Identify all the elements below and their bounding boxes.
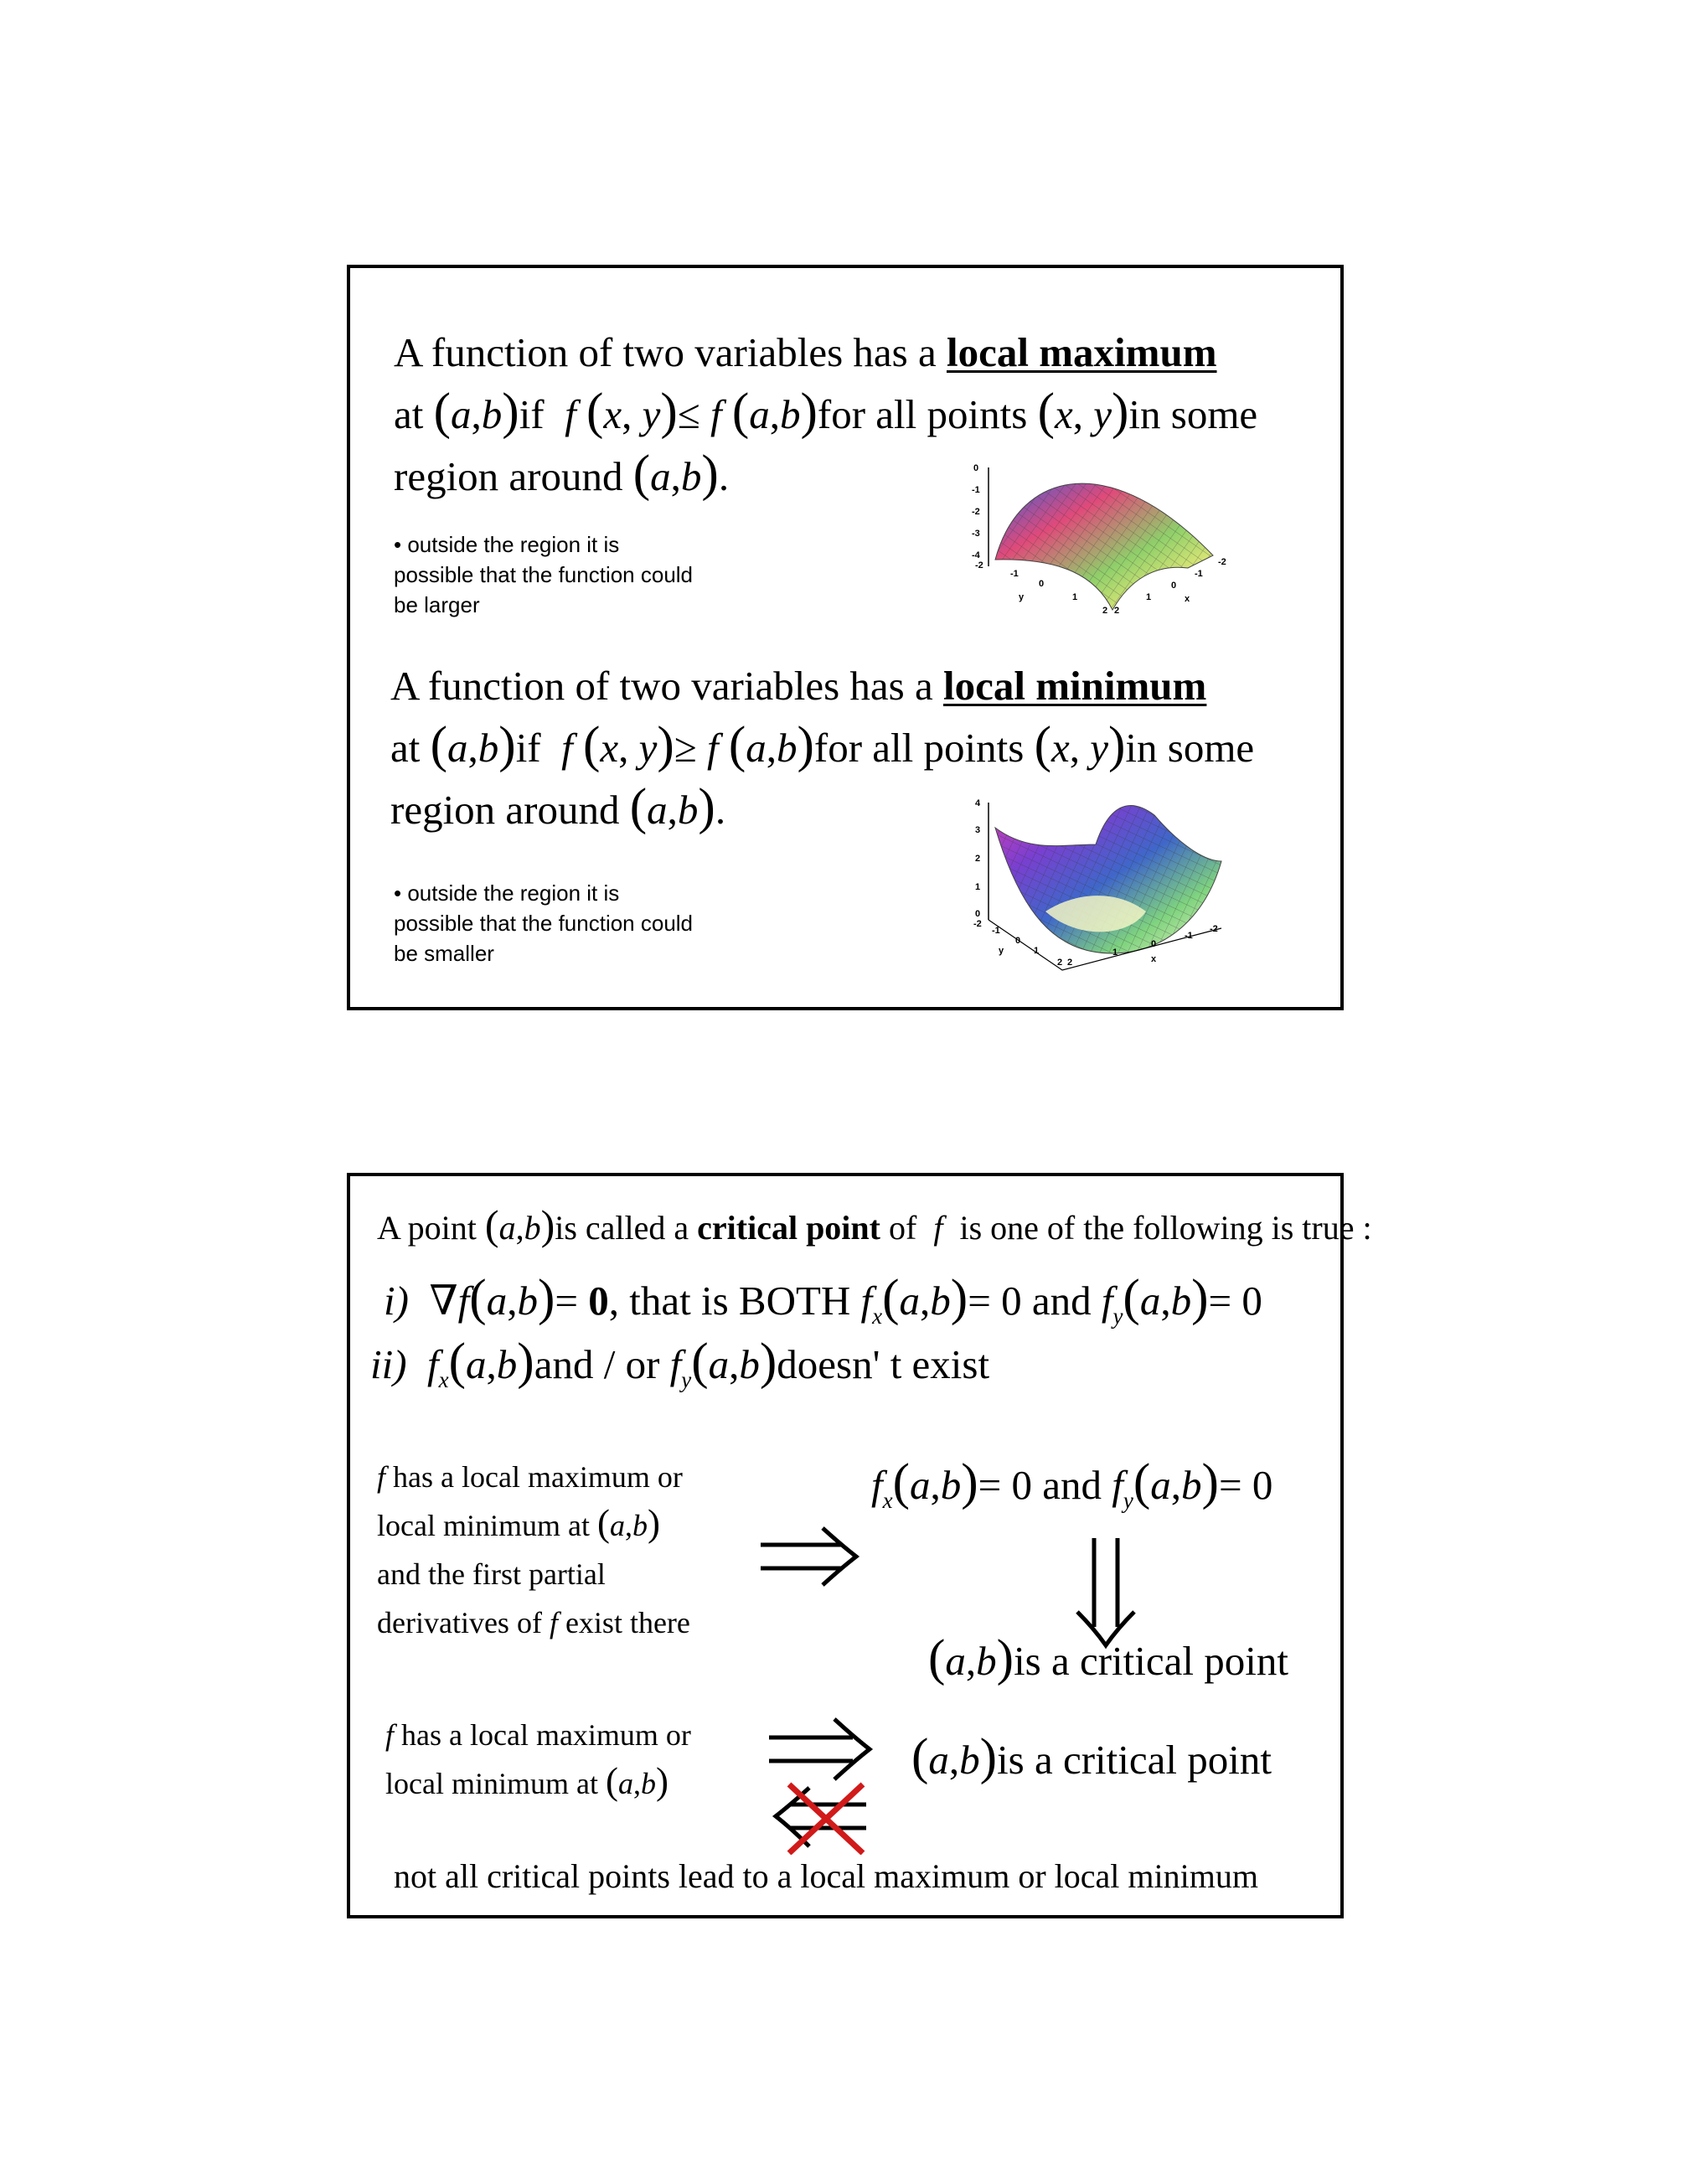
max-note <box>394 529 693 620</box>
impl1-result-text: is a critical point <box>1014 1638 1288 1684</box>
svg-text:4: 4 <box>975 798 981 808</box>
impl1-left-line: and the first partial <box>377 1557 606 1591</box>
impl1-left-line: has a local maximum or <box>393 1460 683 1494</box>
svg-text:1: 1 <box>1072 592 1078 602</box>
implication1-result: (a,b)is a critical point <box>928 1629 1288 1686</box>
condition-i-text: , that is BOTH <box>608 1278 851 1324</box>
def-suffix: is one of the following is true : <box>959 1209 1372 1247</box>
condition-i-eq2: = 0 <box>1208 1278 1262 1324</box>
svg-text:1: 1 <box>1112 947 1118 958</box>
max-note-line: be larger <box>394 592 480 617</box>
min-definition-line1 <box>390 662 1206 710</box>
svg-text:0: 0 <box>975 909 981 919</box>
condition-ii-label: ii) <box>370 1341 407 1387</box>
svg-text:0: 0 <box>1171 581 1177 591</box>
critical-point-definition: A point (a,b)is called a critical point of f is one of the following is true : <box>377 1201 1372 1248</box>
max-note-line: possible that the function could <box>394 562 694 587</box>
red-cross-icon <box>789 1784 863 1853</box>
svg-text:0: 0 <box>1039 579 1045 589</box>
svg-text:-1: -1 <box>992 926 1000 936</box>
svg-text:1: 1 <box>1146 592 1152 602</box>
max-at: at <box>394 391 424 437</box>
impl1-right-eq: = 0 and <box>978 1462 1102 1508</box>
min-intro: A function of two variables has a <box>390 663 933 709</box>
svg-text:1: 1 <box>1034 946 1040 956</box>
svg-text:2: 2 <box>1057 958 1063 968</box>
implies-down-arrow <box>1072 1535 1139 1652</box>
footer-note: not all critical points lead to a local maximum or local minimum <box>394 1857 1258 1895</box>
svg-text:2: 2 <box>1114 606 1120 616</box>
svg-text:-1: -1 <box>1010 569 1019 579</box>
zero-vector: 0 <box>588 1278 609 1324</box>
condition-i: i) ∇f(a,b)= 0, that is BOTH $f_x(a,b)= 0$ and $f_y(a,b)= 0$ <box>384 1269 1262 1329</box>
svg-text:1: 1 <box>975 882 981 892</box>
implies-right-arrow-2 <box>769 1719 870 1779</box>
impl1-left-line: exist there <box>565 1606 690 1639</box>
svg-text:2: 2 <box>1102 606 1108 616</box>
max-for-all: for all points <box>817 391 1028 437</box>
z-tick-labels <box>975 798 981 919</box>
implies-right-arrow <box>757 1523 866 1590</box>
min-note-line: be smaller <box>394 941 494 966</box>
svg-text:y: y <box>1019 592 1025 602</box>
max-definition-line1 <box>394 328 1217 376</box>
min-definition-line2: at (a,b)if f (x, y)≥ f (a,b)for all points (x, y)in some <box>390 716 1255 773</box>
max-in-some: in some <box>1128 391 1258 437</box>
svg-text:0: 0 <box>973 463 979 473</box>
svg-text:y: y <box>999 946 1004 956</box>
not-equivalent-arrows <box>766 1712 883 1855</box>
max-if: if <box>519 391 545 437</box>
max-definition-line2: at (a,b)if f (x, y)≤ f (a,b)for all points (x, y)in some <box>394 383 1258 440</box>
svg-text:0: 0 <box>1151 939 1157 949</box>
min-note-line: possible that the function could <box>394 911 694 936</box>
svg-text:x: x <box>1151 954 1157 964</box>
impl2-left-line: local minimum at <box>385 1767 598 1800</box>
local-maximum-surface-plot <box>970 459 1238 635</box>
z-tick-labels <box>972 463 981 560</box>
svg-text:-2: -2 <box>972 507 980 517</box>
svg-text:-1: -1 <box>1185 931 1193 941</box>
min-at: at <box>390 725 421 771</box>
min-note <box>394 878 693 968</box>
condition-i-and: and <box>1031 1278 1092 1324</box>
local-minimum-surface-plot <box>970 794 1238 987</box>
min-definition-line3: region around (a,b). <box>390 778 726 835</box>
slide-critical-points <box>347 1173 1372 1918</box>
max-intro: A function of two variables has a <box>394 329 937 375</box>
def-prefix: A point <box>377 1209 477 1247</box>
max-definition-line3: region around (a,b). <box>394 445 730 502</box>
impl1-right-eq2: = 0 <box>1218 1462 1273 1508</box>
impl2-result-text: is a critical point <box>997 1737 1272 1783</box>
implication1-right: $f_x(a,b)= 0$ and $f_y(a,b)= 0$ <box>871 1453 1273 1513</box>
svg-text:-4: -4 <box>972 550 980 560</box>
min-region: region around <box>390 787 620 833</box>
implication1-left: f has a local maximum or local minimum at (a,b) and the first partial derivatives of f exist there <box>377 1460 690 1639</box>
min-relation: ≥ <box>674 725 697 771</box>
local-maximum-term: local maximum <box>946 329 1217 375</box>
svg-text:-2: -2 <box>1218 557 1226 567</box>
svg-text:-1: -1 <box>972 485 980 495</box>
min-in-some: in some <box>1125 725 1255 771</box>
implication2-left: f has a local maximum or local minimum at (a,b) <box>385 1718 691 1802</box>
svg-text:-2: -2 <box>975 560 983 571</box>
condition-i-eq: = 0 <box>968 1278 1022 1324</box>
max-region: region around <box>394 453 623 499</box>
condition-i-label: i) <box>384 1278 409 1324</box>
svg-text:0: 0 <box>1015 936 1021 946</box>
svg-text:-3: -3 <box>972 529 980 539</box>
impl1-left-line: derivatives of <box>377 1606 542 1639</box>
slide-local-extrema <box>347 265 1344 1010</box>
max-relation: ≤ <box>677 391 700 437</box>
impl1-left-line: local minimum at <box>377 1509 590 1542</box>
min-note-line: • outside the region it is <box>394 880 620 906</box>
local-minimum-term: local minimum <box>942 663 1207 709</box>
svg-text:-1: -1 <box>1195 569 1203 579</box>
svg-text:2: 2 <box>975 854 981 864</box>
impl2-left-line: has a local maximum or <box>401 1718 691 1752</box>
condition-ii-doesnt-exist: doesn' t exist <box>777 1341 990 1387</box>
implication2-result: (a,b)is a critical point <box>911 1728 1272 1785</box>
svg-text:2: 2 <box>1067 958 1073 968</box>
svg-text:x: x <box>1185 594 1190 604</box>
condition-ii-andor: and / or <box>534 1341 660 1387</box>
def-of: of <box>889 1209 917 1247</box>
max-note-line: • outside the region it is <box>394 532 620 557</box>
svg-text:3: 3 <box>975 825 981 835</box>
min-if: if <box>515 725 541 771</box>
def-mid: is called a <box>555 1209 689 1247</box>
svg-text:-2: -2 <box>973 919 982 929</box>
condition-ii: ii) $f_x(a,b)and$ / or $f_y(a,b)doesn'$ t exist <box>370 1333 990 1392</box>
critical-point-term: critical point <box>697 1209 880 1247</box>
svg-text:-2: -2 <box>1210 924 1218 934</box>
min-for-all: for all points <box>813 725 1025 771</box>
